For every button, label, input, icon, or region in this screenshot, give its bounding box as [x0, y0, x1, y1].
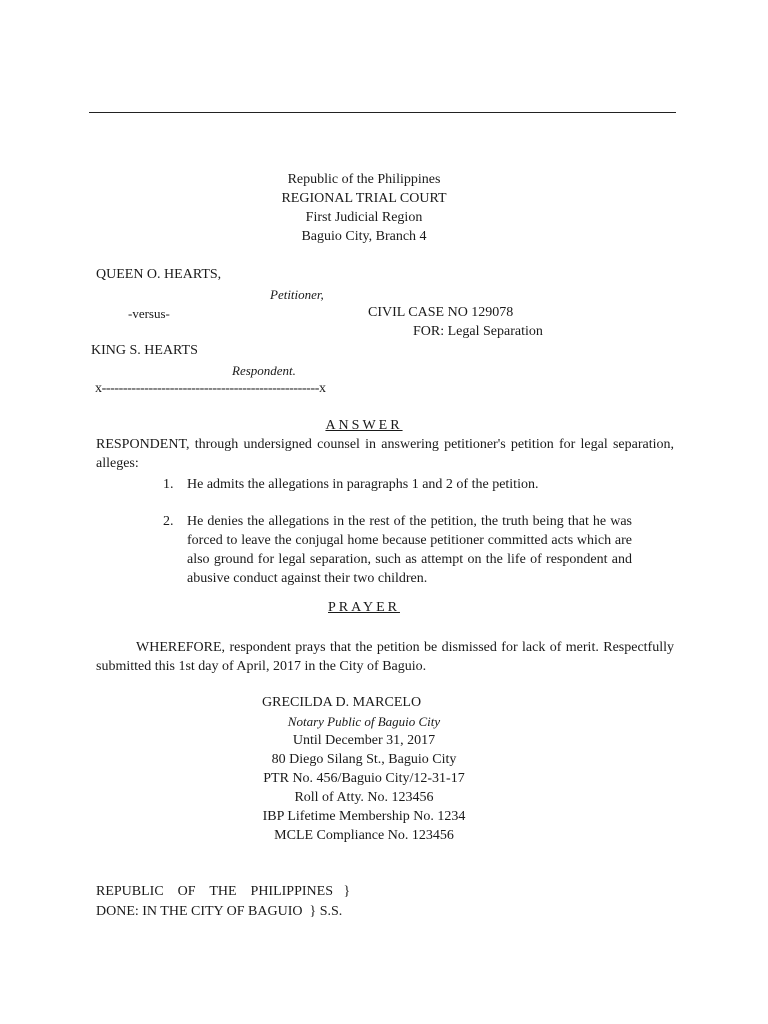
- signatory-name: GRECILDA D. MARCELO: [262, 695, 422, 710]
- prayer-heading: PRAYER: [328, 600, 400, 615]
- list-item-text: He admits the allegations in paragraphs 1 and 2 of the petition.: [187, 477, 539, 492]
- header-republic: Republic of the Philippines: [287, 172, 441, 187]
- header-court: REGIONAL TRIAL COURT: [281, 191, 447, 206]
- petitioner-label: Petitioner,: [270, 287, 324, 302]
- ibp-number: IBP Lifetime Membership No. 1234: [262, 809, 466, 824]
- petitioner-name: QUEEN O. HEARTS,: [96, 267, 222, 282]
- respondent-label: Respondent.: [232, 363, 296, 378]
- jurat-done: DONE: IN THE CITY OF BAGUIO } S.S.: [96, 904, 343, 919]
- ptr-number: PTR No. 456/Baguio City/12-31-17: [263, 771, 465, 786]
- mcle-number: MCLE Compliance No. 123456: [274, 828, 454, 843]
- list-item-text: He denies the allegations in the rest of the petition, the truth being that he was forced to leave the conjugal home because petitioner committed acts which are also ground for legal separation, such as attempt on the life of respondent and abusive conduct against their two children.: [187, 514, 632, 586]
- caption-separator: x---------------------------------------------------x: [95, 381, 326, 396]
- signatory-title: Notary Public of Baguio City: [287, 714, 441, 729]
- versus-label: -versus-: [128, 306, 170, 321]
- jurat-republic: REPUBLIC OF THE PHILIPPINES }: [96, 884, 351, 899]
- commission-until: Until December 31, 2017: [292, 733, 436, 748]
- prayer-body: WHEREFORE, respondent prays that the petition be dismissed for lack of merit. Respectfully submitted this 1st day of April, 2017 in the City of Baguio.: [96, 640, 674, 674]
- top-rule: [89, 112, 676, 113]
- signatory-address: 80 Diego Silang St., Baguio City: [271, 752, 457, 767]
- answer-intro: RESPONDENT, through undersigned counsel in answering petitioner's petition for legal separation, alleges:: [96, 437, 674, 471]
- case-number: CIVIL CASE NO 129078: [368, 305, 514, 320]
- answer-heading: ANSWER: [325, 418, 403, 433]
- header-branch: Baguio City, Branch 4: [301, 229, 427, 244]
- list-item-number: 2.: [163, 514, 174, 529]
- case-for: FOR: Legal Separation: [413, 324, 543, 339]
- list-item-number: 1.: [163, 477, 174, 492]
- header-region: First Judicial Region: [305, 210, 423, 225]
- respondent-name: KING S. HEARTS: [91, 343, 198, 358]
- roll-number: Roll of Atty. No. 123456: [294, 790, 434, 805]
